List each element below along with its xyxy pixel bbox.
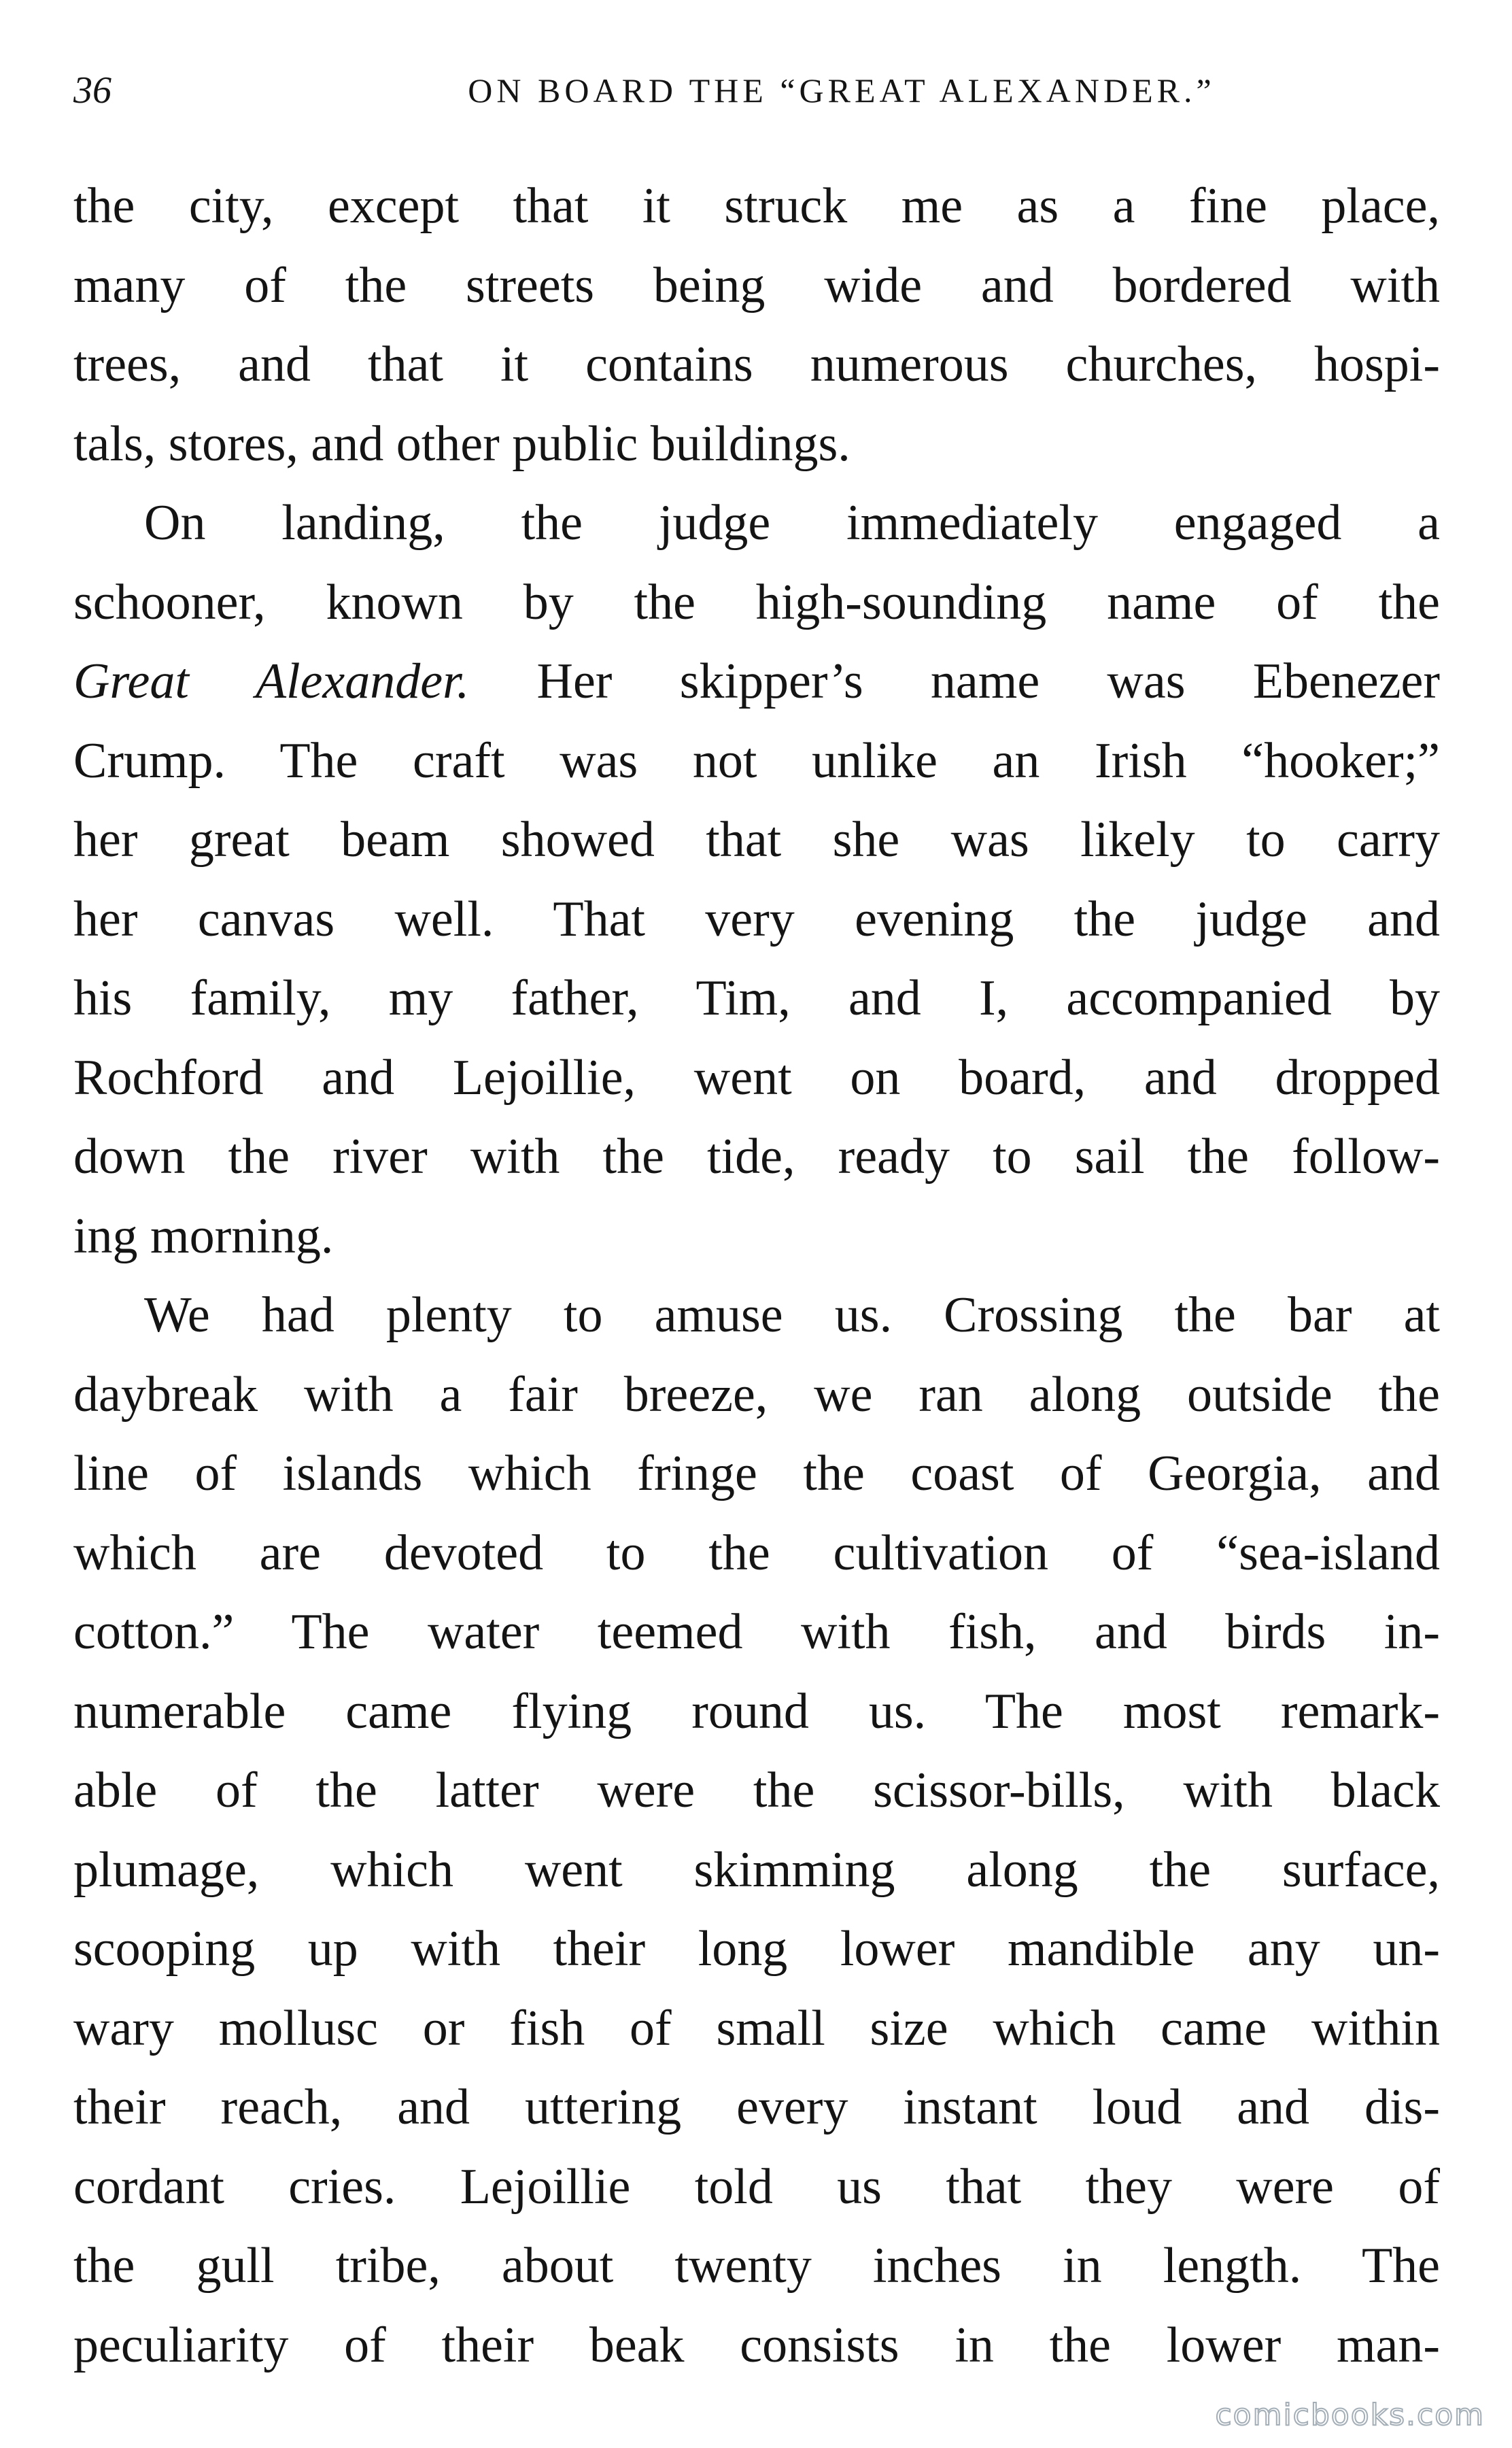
text-line: tals, stores, and other public buildings. [73,415,850,472]
text-line: which are devoted to the cultivation of “sea-island [73,1525,1440,1581]
text-line: their reach, and uttering every instant loud and dis- [73,2079,1440,2135]
text-line: daybreak with a fair breeze, we ran along outside the [73,1366,1440,1423]
page-header [73,60,1440,121]
watermark: comicbooks.com [1215,2398,1485,2432]
text-line: the gull tribe, about twenty inches in length. The [73,2238,1440,2294]
text-line: cotton.” The water teemed with fish, and birds in- [73,1604,1440,1660]
text-line: line of islands which fringe the coast of Georgia, and [73,1446,1440,1501]
body-text [73,167,1440,2385]
text-line: schooner, known by the high-sounding name of the [73,574,1440,630]
text-line: Great Alexander. Her skipper’s name was Ebenezer [73,653,1441,709]
text-line: scooping up with their long lower mandible any un- [73,1921,1440,1977]
text-line: the city, except that it struck me as a fine place, [73,178,1440,234]
text-line: Rochford and Lejoillie, went on board, and dropped [73,1049,1440,1106]
text-line: peculiarity of their beak consists in the lower man- [73,2317,1440,2373]
text-line: trees, and that it contains numerous churches, hospi- [73,337,1440,392]
running-head: ON BOARD THE “GREAT ALEXANDER.” [468,71,1216,109]
text-line: On landing, the judge immediately engaged a [144,495,1440,551]
text-line: cordant cries. Lejoillie told us that they were of [73,2158,1440,2215]
text-line: ing morning. [73,1208,334,1264]
text-line: his family, my father, Tim, and I, accompanied by [73,970,1440,1026]
text-line: able of the latter were the scissor-bills, with black [73,1763,1440,1818]
text-line: her great beam showed that she was likely to carry [73,812,1440,868]
text-line: many of the streets being wide and bordered with [73,257,1440,313]
ship-name: Great Alexander. [73,653,470,709]
text-line: plumage, which went skimming along the surface, [73,1841,1440,1898]
text-line: numerable came flying round us. The most remark- [73,1683,1440,1739]
text-line: her canvas well. That very evening the judge and [73,891,1440,947]
text-line: We had plenty to amuse us. Crossing the bar at [144,1287,1440,1343]
text-line: Crump. The craft was not unlike an Irish “hooker;” [73,732,1440,789]
text-line: down the river with the tide, ready to sail the follow- [73,1129,1440,1185]
page-number: 36 [73,69,111,112]
text-line: wary mollusc or fish of small size which came within [73,2000,1440,2056]
